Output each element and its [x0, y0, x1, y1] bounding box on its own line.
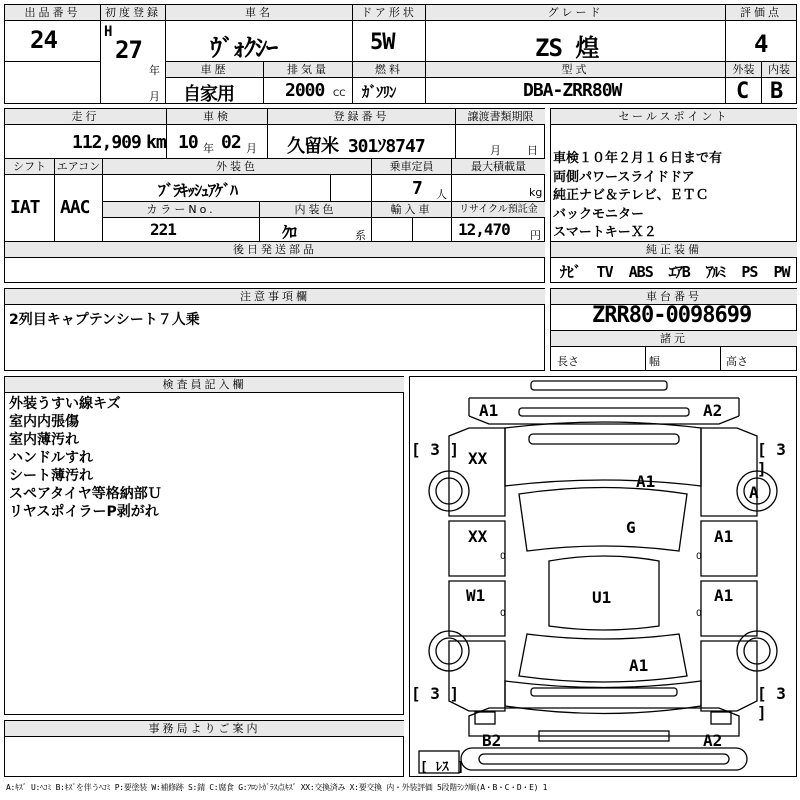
grade-label: グレード	[426, 5, 725, 20]
lot-number: 24	[30, 26, 57, 54]
car-name: ｳﾞｫｸｼｰ	[210, 34, 277, 62]
caution-text: 2列目キャプテンシート７人乗	[9, 312, 200, 328]
chassis-label: 車台番号	[551, 289, 797, 304]
ext-color: ﾌﾞﾗｷｯｼｭｱｹﾞﾊ	[158, 181, 238, 200]
height-label: 高さ	[726, 355, 748, 368]
specs-label: 諸元	[551, 331, 797, 346]
inspection-year: 10	[178, 132, 198, 153]
chassis-number: ZRR80-0098699	[592, 303, 752, 328]
equip-tv: TV	[596, 263, 613, 281]
color-no: 221	[150, 220, 176, 239]
mark-right-rear-door: A1	[714, 586, 734, 605]
score-label: 評価点	[726, 5, 796, 20]
ext-grade-label: 外装	[726, 62, 761, 77]
mark-hood: A1	[636, 472, 656, 491]
displacement-unit: CC	[333, 89, 346, 99]
mark-front-right: A2	[703, 401, 723, 420]
sales-point: 純正ナビ＆テレビ、ＥＴＣ	[553, 188, 709, 203]
tire-front-right: [ 3 ]	[757, 440, 786, 478]
inspector-note: スペアタイヤ等格納部Ｕ	[9, 486, 162, 502]
inspector-note: リヤスポイラーP剥がれ	[9, 504, 159, 520]
int-color: ｸﾛ	[282, 223, 297, 242]
reg-year: 27	[115, 36, 142, 64]
inspector-notes	[9, 395, 162, 521]
car-name-label: 車名	[166, 5, 352, 20]
mark-rear-right: A2	[703, 731, 723, 750]
transfer-month-unit: 月	[490, 144, 501, 157]
inspector-note: 外装うすい線キズ	[9, 396, 121, 412]
inspection-month-unit: 月	[246, 142, 257, 155]
int-color-label: 内装色	[260, 202, 371, 217]
inspector-note: 室内薄汚れ	[9, 432, 79, 448]
int-color-unit: 系	[355, 229, 366, 242]
mark-windshield: G	[626, 518, 636, 537]
first-reg-label: 初度登録	[101, 5, 165, 20]
int-grade: B	[770, 79, 783, 104]
door-zero-right: 0	[696, 552, 702, 562]
caution-label: 注意事項欄	[5, 289, 545, 304]
mark-front-left: A1	[479, 401, 499, 420]
shift-label: シフト	[5, 159, 54, 174]
equip-abs: ABS	[628, 263, 653, 281]
shift: IAT	[10, 197, 40, 218]
plate-number: 久留米 301ｿ8747	[287, 136, 425, 157]
ac-label: エアコン	[56, 160, 101, 173]
recycle-fee: 12,470	[458, 220, 510, 239]
fuel-label: 燃料	[353, 62, 425, 77]
tire-rear-left: [ 3 ]	[411, 684, 460, 703]
max-load-unit: kg	[529, 186, 543, 199]
sales-point: 両側パワースライドドア	[553, 169, 695, 185]
sales-point: バックモニター	[553, 206, 645, 222]
tire-rear-right: [ 3 ]	[757, 684, 786, 722]
mark-rear-hatch: A1	[629, 656, 649, 675]
equip-airbag: ｴｱB	[668, 263, 690, 281]
mark-rear-left: B2	[482, 731, 502, 750]
grade: ZS 煌	[535, 34, 599, 62]
transfer-label: 譲渡書類期限	[456, 109, 545, 124]
office-label: 事務局よりご案内	[5, 721, 404, 736]
recycle-label: リサイクル預託金	[452, 202, 545, 217]
ac: AAC	[60, 197, 90, 218]
capacity: 7	[412, 178, 422, 199]
ext-color-label: 外装色	[103, 159, 371, 174]
history-label: 車歴	[166, 62, 263, 77]
length-label: 長さ	[557, 355, 579, 368]
plate-label: 登録番号	[268, 109, 455, 124]
capacity-unit: 人	[436, 188, 447, 201]
mark-right-wheel: A	[749, 483, 759, 502]
inspector-note: シート薄汚れ	[9, 468, 93, 484]
equip-pw: PW	[773, 263, 790, 281]
lot-label: 出品番号	[5, 5, 100, 20]
mileage: 112,909	[72, 132, 141, 153]
inspection-year-unit: 年	[203, 142, 214, 155]
sales-point: 車検１０年２月１６日まで有	[553, 151, 723, 166]
mileage-unit: km	[146, 132, 166, 153]
inspector-label: 検査員記入欄	[5, 377, 404, 392]
mileage-label: 走行	[5, 109, 166, 124]
mark-right-front-door: A1	[714, 527, 734, 546]
mark-left-rear-door: W1	[466, 586, 486, 605]
spare-tire: [ ﾚｽ ]	[420, 760, 465, 775]
inspection-label: 車検	[167, 109, 267, 124]
equip-ps: PS	[741, 263, 758, 281]
model-label: 型式	[426, 62, 725, 77]
equipment-label: 純正装備	[551, 242, 797, 257]
sales-points-list	[553, 150, 722, 243]
door-zero-left: 0	[500, 552, 506, 562]
equip-alloy: ｱﾙﾐ	[705, 263, 726, 281]
fuel: ｶﾞｿﾘﾝ	[362, 83, 396, 101]
color-no-label: カラーNo.	[103, 202, 259, 217]
sales-point: スマートキーＸ２	[553, 225, 657, 240]
max-load-label: 最大積載量	[452, 159, 545, 174]
damage-legend: A:ｷｽﾞ U:ﾍｺﾐ B:ｷｽﾞを伴うﾍｺﾐ P:要塗装 W:補修跡 S:錆 C:腐食 G:ﾌﾛﾝﾄｶﾞﾗｽ点ｷｽﾞ XX:交換済み X:要交換 内・外装評価 5段階ﾗﾝｸ順(A・B・C・D・E) 1	[6, 783, 548, 792]
year-unit: 年	[149, 64, 160, 77]
door-label: ドア形状	[353, 5, 425, 20]
era: H	[104, 24, 112, 40]
car-outline-diagram	[409, 376, 797, 777]
displacement: 2000	[285, 80, 325, 101]
inspection-month: 02	[221, 132, 241, 153]
door-zero-left-rear: 0	[500, 609, 506, 619]
tire-front-left: [ 3 ]	[411, 440, 460, 459]
sales-points-label: セールスポイント	[551, 109, 797, 124]
history: 自家用	[183, 84, 234, 105]
mark-left-front-door: XX	[468, 527, 488, 546]
score: 4	[754, 30, 768, 58]
displacement-label: 排気量	[264, 62, 352, 77]
later-parts-label: 後日発送部品	[5, 242, 545, 257]
import-label: 輸入車	[372, 202, 451, 217]
int-grade-label: 内装	[762, 62, 796, 77]
ext-grade: C	[736, 79, 749, 104]
mark-left-fender: XX	[468, 449, 488, 468]
width-label: 幅	[649, 355, 660, 368]
inspector-note: ハンドルすれ	[9, 450, 93, 466]
equipment-list	[560, 261, 790, 282]
door-zero-right-rear: 0	[696, 609, 702, 619]
transfer-day-unit: 日	[527, 144, 538, 157]
recycle-unit: 円	[530, 229, 541, 242]
model: DBA-ZRR80W	[523, 80, 622, 101]
equip-navi: ﾅﾋﾞ	[560, 263, 581, 281]
door-type: 5W	[370, 30, 395, 55]
month-unit: 月	[149, 90, 160, 103]
mark-roof: U1	[592, 588, 612, 607]
inspector-note: 室内内張傷	[9, 414, 79, 430]
capacity-label: 乗車定員	[372, 159, 451, 174]
